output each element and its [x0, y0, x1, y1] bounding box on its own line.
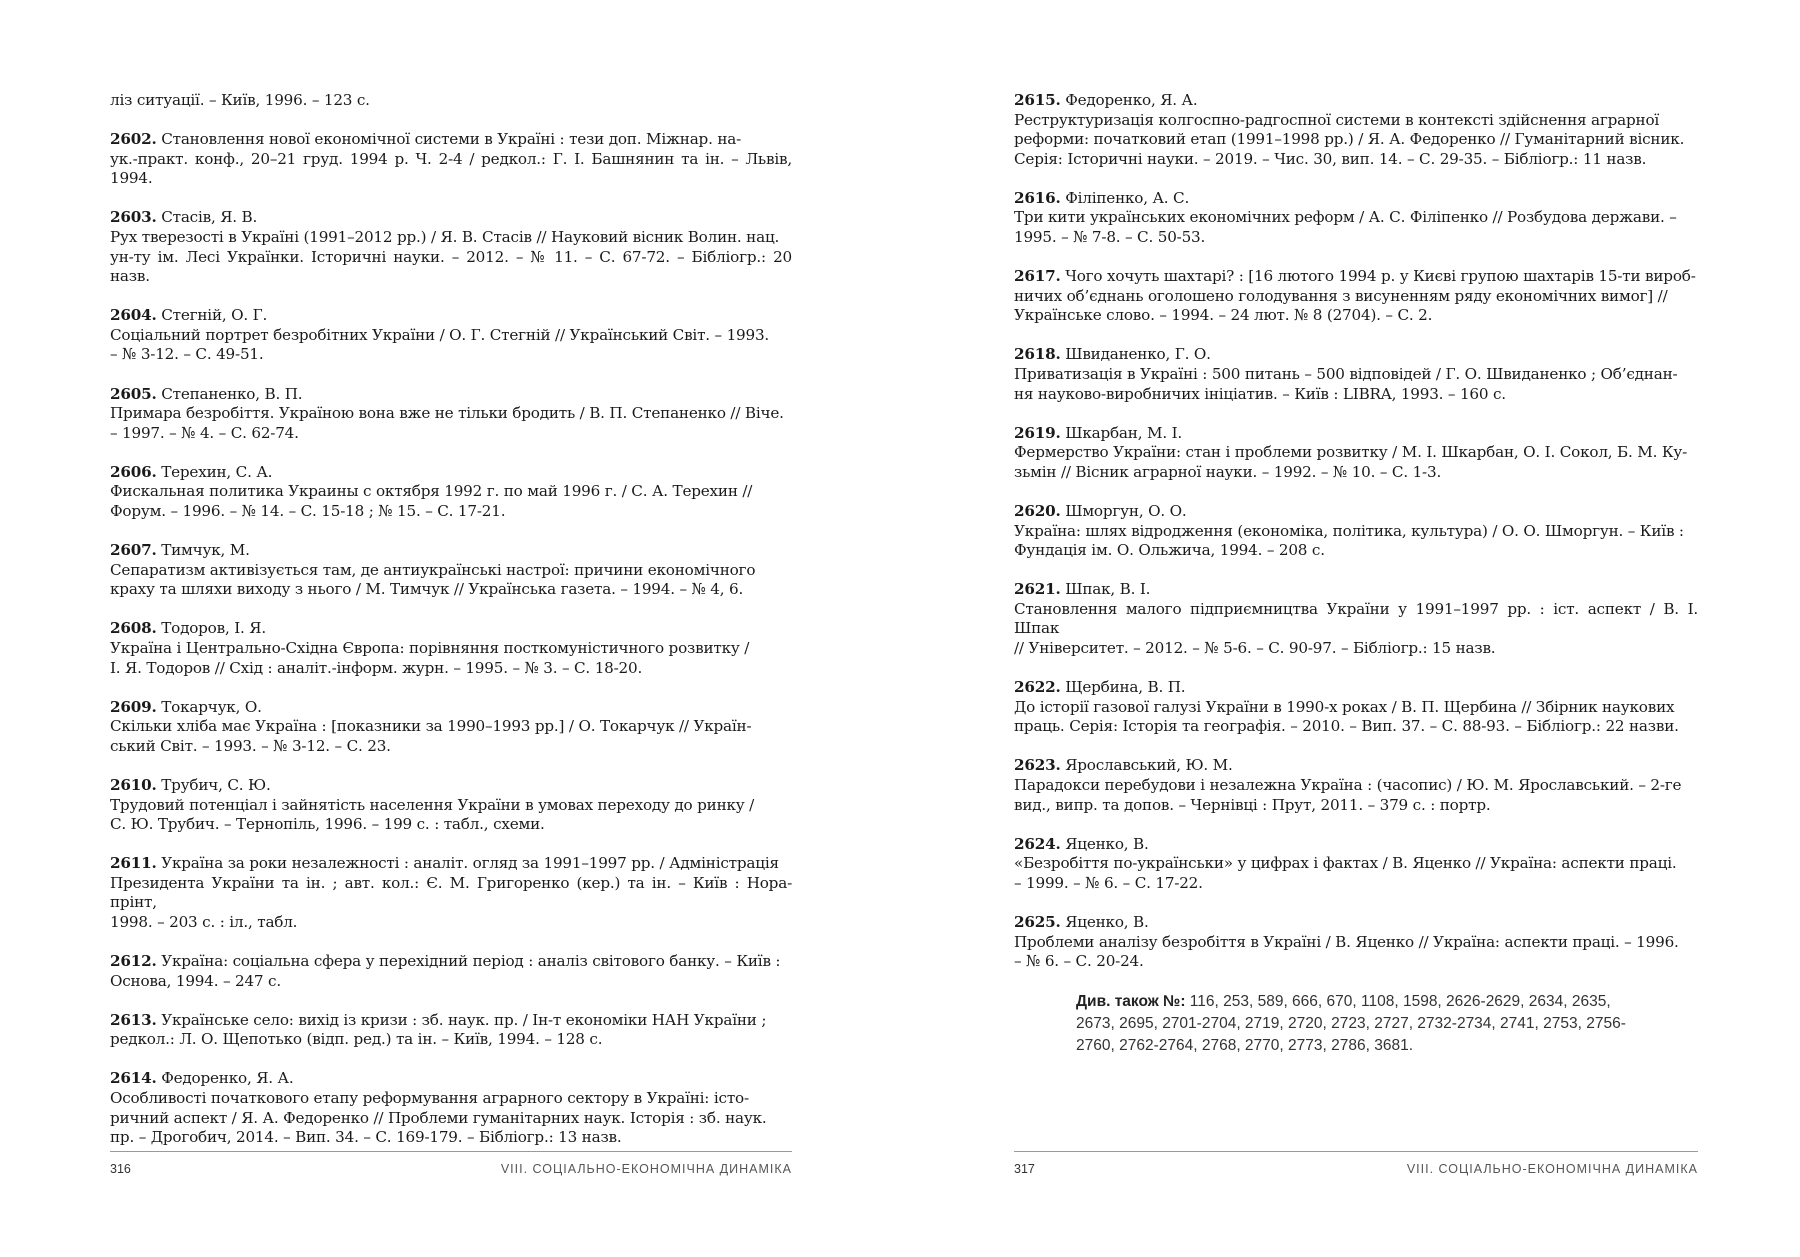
- bibliography-entry: [110, 619, 792, 678]
- entry-line: Реструктуризація колгоспно-радгоспної системи в контексті здійснення аграрної: [1014, 110, 1660, 129]
- bibliography-entry: [1014, 756, 1698, 815]
- entry-heading: Федоренко, Я. А.: [156, 1069, 294, 1088]
- entry-line: ничих об’єднань оголошено голодування з висуненням ряду економічних вимог] //: [1014, 286, 1668, 305]
- entry-line: Президента України та ін. ; авт. кол.: Є. М. Григоренко (кер.) та ін. – Київ : Нора-прінт,: [110, 873, 792, 912]
- entry-line: Фискальная политика Украины с октября 1992 г. по май 1996 г. / С. А. Терехин //: [110, 482, 753, 501]
- entry-first-line: [110, 208, 792, 228]
- entry-heading: Тодоров, І. Я.: [156, 619, 266, 638]
- entry-first-line: [110, 306, 792, 326]
- entry-line: Парадокси перебудови і незалежна Україна : (часопис) / Ю. М. Ярославський. – 2-ге: [1014, 776, 1682, 795]
- bibliography-entry: [110, 463, 792, 522]
- entry-line: Особливості початкового етапу реформування аграрного сектору в Україні: істо-: [110, 1089, 749, 1108]
- entry-number: 2616.: [1014, 188, 1061, 207]
- entry-line: – № 6. – С. 20-24.: [1014, 952, 1144, 971]
- entry-first-line: [1014, 678, 1698, 698]
- entry-number: 2618.: [1014, 345, 1061, 364]
- entry-line: реформи: початковий етап (1991–1998 рр.) / Я. А. Федоренко // Гуманітарний вісник.: [1014, 130, 1685, 149]
- entry-number: 2622.: [1014, 678, 1061, 697]
- entry-number: 2613.: [110, 1010, 157, 1029]
- entry-line: ричний аспект / Я. А. Федоренко // Проблеми гуманітарних наук. Історія : зб. наук.: [110, 1108, 767, 1127]
- entry-heading: Степаненко, В. П.: [156, 384, 303, 403]
- entry-line: Українське слово. – 1994. – 24 лют. № 8 (2704). – С. 2.: [1014, 306, 1433, 325]
- entry-number: 2612.: [110, 952, 157, 971]
- entry-first-line: [110, 1011, 792, 1031]
- bibliography-entry: [1014, 678, 1698, 737]
- entry-number: 2619.: [1014, 423, 1061, 442]
- section-title: VIII. СОЦІАЛЬНО-ЕКОНОМІЧНА ДИНАМІКА: [1406, 1162, 1698, 1176]
- entry-line: Три кити українських економічних реформ / А. С. Філіпенко // Розбудова держави. –: [1014, 208, 1677, 227]
- entry-heading: Тимчук, М.: [156, 541, 250, 560]
- bibliography-entry: [1014, 835, 1698, 894]
- bibliography-entry: [110, 541, 792, 600]
- entry-first-line: [110, 776, 792, 796]
- bibliography-entry: [1014, 91, 1698, 169]
- entry-first-line: [110, 952, 792, 972]
- entry-heading: Шморгун, О. О.: [1060, 502, 1187, 520]
- entry-line: пр. – Дрогобич, 2014. – Вип. 34. – С. 169-179. – Бібліогр.: 13 назв.: [110, 1128, 622, 1147]
- bibliography-entry: [110, 1069, 792, 1147]
- entry-first-line: [110, 698, 792, 718]
- entry-line: Проблеми аналізу безробіття в Україні / В. Яценко // Україна: аспекти праці. – 1996.: [1014, 932, 1679, 951]
- entry-number: 2604.: [110, 306, 157, 325]
- entry-number: 2603.: [110, 208, 157, 227]
- entry-first-line: [1014, 189, 1698, 209]
- entry-line: Трудовий потенціал і зайнятість населення України в умовах переходу до ринку /: [110, 795, 755, 814]
- entry-number: 2624.: [1014, 834, 1061, 853]
- entry-heading: Українське село: вихід із кризи : зб. наук. пр. / Ін-т економіки НАН України ;: [156, 1010, 767, 1029]
- entry-line: зьмін // Вісник аграрної науки. – 1992. – № 10. – С. 1-3.: [1014, 462, 1442, 481]
- entry-number: 2621.: [1014, 580, 1061, 599]
- entry-heading: Терехин, С. А.: [156, 462, 273, 481]
- entry-first-line: [110, 385, 792, 405]
- entry-number: 2609.: [110, 697, 157, 716]
- entry-heading: Чого хочуть шахтарі? : [16 лютого 1994 р. у Києві групою шахтарів 15-ти вироб-: [1060, 267, 1696, 286]
- right-entries: [1014, 91, 1698, 1057]
- entry-line: Серія: Історичні науки. – 2019. – Чис. 30, вип. 14. – С. 29-35. – Бібліогр.: 11 назв.: [1014, 149, 1647, 168]
- entry-first-line: [1014, 267, 1698, 287]
- entry-number: 2625.: [1014, 913, 1061, 931]
- entry-first-line: [110, 130, 792, 150]
- entry-heading: Шкарбан, М. І.: [1060, 423, 1182, 442]
- entry-number: 2617.: [1014, 267, 1061, 286]
- entry-line: І. Я. Тодоров // Схід : аналіт.-інформ. журн. – 1995. – № 3. – С. 18-20.: [110, 658, 643, 677]
- bibliography-entry: [1014, 189, 1698, 248]
- bibliography-entry: [1014, 424, 1698, 483]
- entry-line: // Університет. – 2012. – № 5-6. – С. 90-97. – Бібліогр.: 15 назв.: [1014, 639, 1496, 658]
- entry-line: Скільки хліба має Україна : [показники за 1990–1993 рр.] / О. Токарчук // Україн-: [110, 717, 752, 736]
- entry-first-line: [1014, 580, 1698, 600]
- entry-number: 2605.: [110, 384, 157, 403]
- entry-heading: Філіпенко, А. С.: [1060, 188, 1190, 207]
- entry-number: 2602.: [110, 130, 157, 149]
- right-page: [1014, 0, 1698, 1257]
- entry-first-line: [1014, 424, 1698, 444]
- entry-line: Примара безробіття. Україною вона вже не тільки бродить / В. П. Степаненко // Віче.: [110, 404, 784, 423]
- bibliography-entry: [110, 130, 792, 189]
- entry-number: 2611.: [110, 854, 157, 873]
- entry-heading: Федоренко, Я. А.: [1060, 91, 1198, 109]
- entry-number: 2615.: [1014, 91, 1061, 109]
- bibliography-entry: [1014, 345, 1698, 404]
- entry-line: С. Ю. Трубич. – Тернопіль, 1996. – 199 с. : табл., схеми.: [110, 815, 545, 834]
- left-page: [110, 0, 792, 1257]
- entry-number: 2620.: [1014, 502, 1061, 520]
- entry-heading: Україна за роки незалежності : аналіт. огляд за 1991–1997 рр. / Адміністрація: [156, 854, 779, 873]
- entry-heading: Шпак, В. І.: [1060, 580, 1151, 599]
- page-number: 316: [110, 1162, 131, 1176]
- entry-line: Приватизація в Україні : 500 питань – 500 відповідей / Г. О. Швиданенко ; Об’єднан-: [1014, 365, 1678, 384]
- entry-line: ук.-практ. конф., 20–21 груд. 1994 р. Ч. 2-4 / редкол.: Г. І. Башнянин та ін. – Львів, 1994.: [110, 149, 792, 188]
- bibliography-entry: [110, 385, 792, 444]
- entry-line: ня науково-виробничих ініціатив. – Київ : LIBRA, 1993. – 160 с.: [1014, 384, 1506, 403]
- entry-heading: Україна: соціальна сфера у перехідний період : аналіз світового банку. – Київ :: [156, 952, 781, 971]
- page-number: 317: [1014, 1162, 1035, 1176]
- section-title: VIII. СОЦІАЛЬНО-ЕКОНОМІЧНА ДИНАМІКА: [500, 1162, 792, 1176]
- entry-line: 1998. – 203 с. : іл., табл.: [110, 913, 298, 931]
- see-also-block: [1076, 991, 1636, 1057]
- entry-line: Рух тверезості в Україні (1991–2012 рр.) / Я. В. Стасів // Науковий вісник Волин. нац.: [110, 227, 780, 246]
- entry-heading: Яценко, В.: [1060, 834, 1149, 853]
- left-entries: [110, 91, 792, 1167]
- entry-first-line: [110, 619, 792, 639]
- bibliography-entry: [1014, 267, 1698, 326]
- entry-number: 2608.: [110, 619, 157, 638]
- entry-heading: Ярославський, Ю. М.: [1060, 756, 1233, 775]
- entry-first-line: [110, 463, 792, 483]
- bibliography-entry: [1014, 580, 1698, 658]
- bibliography-entry: [110, 306, 792, 365]
- continuation-text: [110, 91, 792, 111]
- entry-first-line: [1014, 502, 1698, 522]
- left-footer: [110, 1151, 792, 1176]
- entry-first-line: [1014, 913, 1698, 933]
- entry-heading: Щербина, В. П.: [1060, 678, 1186, 697]
- entry-heading: Становлення нової економічної системи в Україні : тези доп. Міжнар. на-: [156, 130, 742, 149]
- entry-heading: Стегній, О. Г.: [156, 306, 268, 325]
- entry-line: ун-ту ім. Лесі Українки. Історичні науки. – 2012. – № 11. – С. 67-72. – Бібліогр.: 20 назв.: [110, 247, 792, 286]
- entry-number: 2623.: [1014, 756, 1061, 775]
- entry-line: «Безробіття по-українськи» у цифрах і фактах / В. Яценко // Україна: аспекти праці.: [1014, 854, 1677, 873]
- see-also-numbers: 116, 253, 589, 666, 670, 1108, 1598, 2626-2629, 2634, 2635, 2673, 2695, 2701-2704, 2719, 2720, 2723, 2727, 2732-2734, 2741, 2753, 2756-2760, 2762-2764, 2768, 2770, 2773, 2786, 3681.: [1076, 993, 1626, 1055]
- entry-heading: Токарчук, О.: [156, 697, 262, 716]
- entry-line: – 1999. – № 6. – С. 17-22.: [1014, 873, 1203, 892]
- entry-first-line: [110, 1069, 792, 1089]
- bibliography-entry: [110, 1011, 792, 1050]
- see-also-label: Див. також №:: [1076, 993, 1186, 1011]
- entry-line: 1995. – № 7-8. – С. 50-53.: [1014, 228, 1206, 247]
- continuation-line: ліз ситуації. – Київ, 1996. – 123 с.: [110, 91, 370, 109]
- bibliography-entry: [110, 698, 792, 757]
- entry-line: Форум. – 1996. – № 14. – С. 15-18 ; № 15. – С. 17-21.: [110, 502, 506, 520]
- entry-line: Сепаратизм активізується там, де антиукраїнські настрої: причини економічного: [110, 560, 756, 579]
- entry-line: До історії газової галузі України в 1990-х роках / В. П. Щербина // Збірник наукових: [1014, 697, 1675, 716]
- entry-line: редкол.: Л. О. Щепотько (відп. ред.) та ін. – Київ, 1994. – 128 с.: [110, 1030, 603, 1049]
- entry-line: Фермерство України: стан і проблеми розвитку / М. І. Шкарбан, О. І. Сокол, Б. М. Ку-: [1014, 443, 1688, 462]
- right-footer: [1014, 1151, 1698, 1176]
- bibliography-entry: [110, 208, 792, 286]
- entry-number: 2614.: [110, 1069, 157, 1088]
- entry-first-line: [110, 541, 792, 561]
- entry-line: – № 3-12. – С. 49-51.: [110, 345, 264, 364]
- entry-line: Україна і Центрально-Східна Європа: порівняння посткомуністичного розвитку /: [110, 638, 750, 657]
- bibliography-entry: [1014, 913, 1698, 972]
- entry-heading: Стасів, Я. В.: [156, 208, 258, 227]
- entry-line: Становлення малого підприємництва України у 1991–1997 рр. : іст. аспект / В. І. Шпак: [1014, 599, 1698, 638]
- entry-first-line: [1014, 756, 1698, 776]
- entry-line: ський Світ. – 1993. – № 3-12. – С. 23.: [110, 736, 391, 755]
- entry-heading: Швиданенко, Г. О.: [1060, 345, 1211, 364]
- entry-line: праць. Серія: Історія та географія. – 2010. – Вип. 37. – С. 88-93. – Бібліогр.: 22 назви.: [1014, 717, 1679, 736]
- bibliography-entry: [110, 952, 792, 991]
- entry-first-line: [1014, 835, 1698, 855]
- entry-line: Україна: шлях відродження (економіка, політика, культура) / О. О. Шморгун. – Київ :: [1014, 521, 1684, 540]
- entry-line: – 1997. – № 4. – С. 62-74.: [110, 423, 299, 442]
- entry-number: 2606.: [110, 462, 157, 481]
- entry-heading: Яценко, В.: [1060, 913, 1149, 931]
- entry-line: вид., випр. та допов. – Чернівці : Прут, 2011. – 379 с. : портр.: [1014, 795, 1491, 814]
- bibliography-entry: [110, 776, 792, 835]
- entry-line: краху та шляхи виходу з нього / М. Тимчук // Українська газета. – 1994. – № 4, 6.: [110, 580, 744, 599]
- entry-line: Основа, 1994. – 247 с.: [110, 971, 281, 990]
- entry-first-line: [1014, 91, 1698, 111]
- entry-first-line: [110, 854, 792, 874]
- entry-heading: Трубич, С. Ю.: [156, 775, 271, 794]
- entry-line: Соціальний портрет безробітних України / О. Г. Стегній // Український Світ. – 1993.: [110, 325, 770, 344]
- entry-first-line: [1014, 345, 1698, 365]
- entry-number: 2607.: [110, 541, 157, 560]
- bibliography-entry: [110, 854, 792, 932]
- bibliography-entry: [1014, 502, 1698, 561]
- entry-line: Фундація ім. О. Ольжича, 1994. – 208 с.: [1014, 541, 1325, 560]
- entry-number: 2610.: [110, 775, 157, 794]
